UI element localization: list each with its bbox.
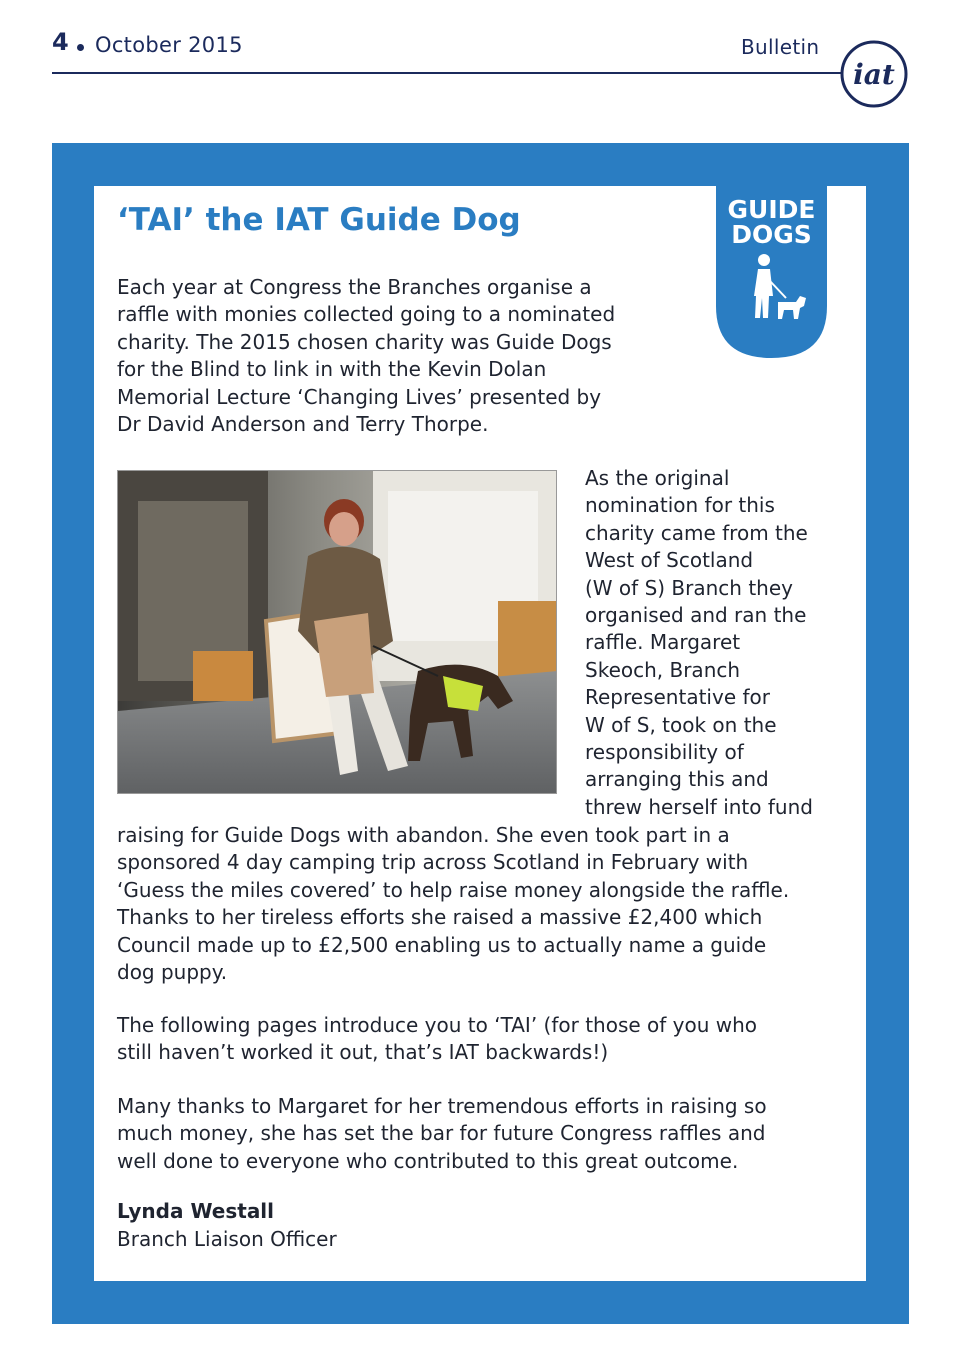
paragraph-line: much money, she has set the bar for future Congress raffles and xyxy=(117,1121,766,1146)
continued-line: dog puppy. xyxy=(117,960,228,985)
guide-dogs-logo xyxy=(716,186,827,358)
intro-line: raffle with monies collected going to a nominated xyxy=(117,302,616,327)
publication-name: Bulletin xyxy=(741,35,820,59)
continued-line: raising for Guide Dogs with abandon. She even took part in a xyxy=(117,823,730,847)
iat-logo xyxy=(839,39,909,109)
side-line: Representative for xyxy=(585,685,770,710)
paragraph-tai-backwards xyxy=(117,1012,857,1067)
side-line: Skeoch, Branch xyxy=(585,657,741,682)
header-bullet xyxy=(77,44,84,51)
issue-date: October 2015 xyxy=(95,33,243,57)
header-rule xyxy=(52,72,852,74)
side-line: organised and ran the xyxy=(585,603,807,628)
side-line: raffle. Margaret xyxy=(585,630,741,655)
continued-line: ‘Guess the miles covered’ to help raise money alongside the raffle. xyxy=(117,877,790,902)
paragraph-thanks xyxy=(117,1093,857,1175)
side-line: West of Scotland xyxy=(585,548,754,573)
paragraph-line: well done to everyone who contributed to this great outcome. xyxy=(117,1148,739,1173)
paragraph-line: Many thanks to Margaret for her tremendous efforts in raising so xyxy=(117,1094,767,1118)
svg-text:DOGS: DOGS xyxy=(731,220,812,249)
paragraph-line: still haven’t worked it out, that’s IAT backwards!) xyxy=(117,1040,609,1065)
continued-line: sponsored 4 day camping trip across Scotland in February with xyxy=(117,850,749,875)
svg-text:iat: iat xyxy=(853,58,895,91)
continued-line: Thanks to her tireless efforts she raised a massive £2,400 which xyxy=(117,905,763,930)
intro-line: Dr David Anderson and Terry Thorpe. xyxy=(117,412,489,437)
side-line: As the original xyxy=(585,466,730,490)
side-paragraph xyxy=(585,465,855,821)
intro-line: Each year at Congress the Branches organise a xyxy=(117,275,592,299)
side-line: nomination for this xyxy=(585,493,775,518)
page-number: 4 xyxy=(52,28,69,56)
side-line: (W of S) Branch they xyxy=(585,575,793,600)
woman-walking-guide-dog-photo xyxy=(117,470,557,794)
continued-line: Council made up to £2,500 enabling us to actually name a guide xyxy=(117,932,767,957)
side-line: responsibility of xyxy=(585,740,744,765)
side-line: charity came from the xyxy=(585,520,808,545)
side-line: W of S, took on the xyxy=(585,712,777,737)
intro-line: charity. The 2015 chosen charity was Guide Dogs xyxy=(117,329,612,354)
paragraph-line: The following pages introduce you to ‘TAI’ (for those of you who xyxy=(117,1013,758,1037)
author-name: Lynda Westall xyxy=(117,1199,275,1223)
intro-paragraph xyxy=(117,274,707,438)
author-role: Branch Liaison Officer xyxy=(117,1227,337,1251)
side-line: arranging this and xyxy=(585,767,769,792)
intro-line: Memorial Lecture ‘Changing Lives’ presented by xyxy=(117,384,602,409)
svg-text:GUIDE: GUIDE xyxy=(727,195,816,224)
intro-line: for the Blind to link in with the Kevin Dolan xyxy=(117,357,547,382)
article-title: ‘TAI’ the IAT Guide Dog xyxy=(117,202,521,238)
continued-paragraph xyxy=(117,822,857,986)
side-line: threw herself into fund xyxy=(585,794,813,819)
